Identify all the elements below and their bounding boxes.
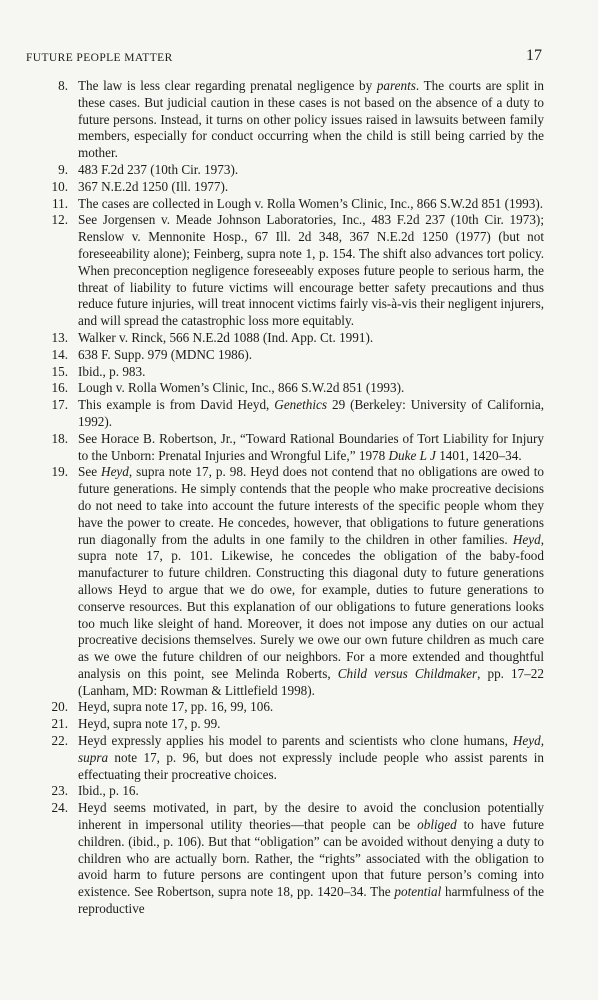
- endnote-number: 15.: [51, 363, 68, 379]
- endnote-text: See Heyd, supra note 17, p. 98. Heyd does not contend that no obligations are owed to future generations. He simply contends that the people who make procreative decisions do not need to take into account the future interests of the specific people whom they have the power to create. He concedes, however, that obligations to future generations run diagonally from the adults in one family to the children in other families. Heyd, supra note 17, p. 101. Likewise, he concedes the obligation of the baby-food manufacturer to future children. Constructing this diagonal duty to future generations allows Heyd to argue that we do owe, for example, duties to future generations to conserve resources. But this explanation of our obligations to future generations looks too much like sleight of hand. Moreover, it does not impose any duties on our actual procreative decisions themselves. Surely we owe our own future children as much care as we owe the future children of our neighbors. For a more extended and thoughtful analysis on this point, see Melinda Roberts, Child versus Childmaker, pp. 17–22 (Lanham, MD: Rowman & Littlefield 1998).: [78, 464, 544, 698]
- endnote: [26, 162, 544, 179]
- endnote-text: The cases are collected in Lough v. Rolla Women’s Clinic, Inc., 866 S.W.2d 851 (1993).: [78, 195, 544, 211]
- endnotes-list: [26, 78, 544, 918]
- endnote: [26, 78, 544, 162]
- endnote-number: 23.: [51, 783, 68, 799]
- endnote-number: 24.: [51, 800, 68, 816]
- endnote-text: Heyd expressly applies his model to parents and scientists who clone humans, Heyd, supra note 17, p. 96, but does not expressly include people who assist parents in effectuating their procreative choices.: [78, 733, 544, 782]
- endnote-text: 483 F.2d 237 (10th Cir. 1973).: [78, 161, 239, 177]
- endnote: [26, 733, 544, 783]
- endnote-text: See Jorgensen v. Meade Johnson Laboratories, Inc., 483 F.2d 237 (10th Cir. 1973); Renslow v. Mennonite Hosp., 67 Ill. 2d 348, 367 N.E.2d 1250 (1977) (but not foreseeability alone); Feinberg, supra note 1, p. 154. The shift also advances tort policy. When preconception negligence foreseeably exposes future people to serious harm, the threat of liability to future victims will encourage better safety precautions and thus reduce future injuries, will treat innocent victims fairly vis-à-vis their negligent injurers, and will spread the catastrophic loss more equitably.: [78, 212, 544, 329]
- endnote-number: 14.: [51, 346, 68, 362]
- endnote: [26, 196, 544, 213]
- page-number: 17: [526, 47, 542, 64]
- endnote-number: 13.: [51, 329, 68, 345]
- endnote: [26, 364, 544, 381]
- endnote-number: 20.: [51, 699, 68, 715]
- endnote-text: Ibid., p. 16.: [78, 783, 139, 799]
- endnote-number: 22.: [51, 733, 68, 749]
- endnote-number: 8.: [58, 78, 68, 93]
- endnote-text: This example is from David Heyd, Genethics 29 (Berkeley: University of California, 1992).: [78, 397, 545, 429]
- endnote: [26, 716, 544, 733]
- endnote-number: 10.: [51, 178, 68, 194]
- endnote-text: The law is less clear regarding prenatal negligence by parents. The courts are split in these cases. But judicial caution in these cases is not based on the absence of a duty to future persons. Instead, it turns on other policy issues raised in lawsuits between family members, especially for conduct occurring when the child is still being carried by the mother.: [78, 78, 544, 161]
- endnote-text: Walker v. Rinck, 566 N.E.2d 1088 (Ind. App. Ct. 1991).: [78, 329, 374, 345]
- endnote-number: 18.: [51, 430, 68, 446]
- endnote-text: Heyd seems motivated, in part, by the desire to avoid the conclusion potentially inherent in impersonal utility theories—that people can be obliged to have future children. (ibid., p. 106). But that “obligation” can be avoided without denying a duty to children who are actually born. Rather, the “rights” associated with the obligation to avoid harm to future persons are contingent upon that future person’s coming into existence. See Robertson, supra note 18, pp. 1420–34. The potential harmfulness of the reproductive: [78, 800, 544, 917]
- endnote: [26, 699, 544, 716]
- endnote-number: 12.: [51, 212, 68, 228]
- endnote-text: Ibid., p. 983.: [78, 363, 146, 379]
- endnote-text: 367 N.E.2d 1250 (Ill. 1977).: [78, 178, 229, 194]
- endnote: [26, 179, 544, 196]
- endnote-text: Heyd, supra note 17, p. 99.: [78, 716, 221, 732]
- endnote-number: 19.: [51, 464, 68, 480]
- endnote-text: Heyd, supra note 17, pp. 16, 99, 106.: [78, 699, 274, 715]
- endnote-text: 638 F. Supp. 979 (MDNC 1986).: [78, 346, 253, 362]
- endnote-number: 9.: [58, 161, 68, 177]
- endnote-number: 16.: [51, 380, 68, 396]
- endnote: [26, 800, 544, 918]
- endnote-number: 11.: [52, 195, 68, 211]
- endnote-number: 21.: [51, 716, 68, 732]
- endnote-text: Lough v. Rolla Women’s Clinic, Inc., 866 S.W.2d 851 (1993).: [78, 380, 405, 396]
- endnote: [26, 397, 544, 431]
- endnote: [26, 380, 544, 397]
- endnote: [26, 347, 544, 364]
- endnote: [26, 212, 544, 330]
- endnote-text: See Horace B. Robertson, Jr., “Toward Rational Boundaries of Tort Liability for Injury to the Unborn: Prenatal Injuries and Wrongful Life,” 1978 Duke L J 1401, 1420–34.: [78, 430, 544, 463]
- running-head: FUTURE PEOPLE MATTER: [26, 52, 173, 64]
- endnote: [26, 431, 544, 465]
- endnote: [26, 330, 544, 347]
- endnote-number: 17.: [51, 397, 68, 413]
- endnote: [26, 464, 544, 699]
- endnote: [26, 783, 544, 800]
